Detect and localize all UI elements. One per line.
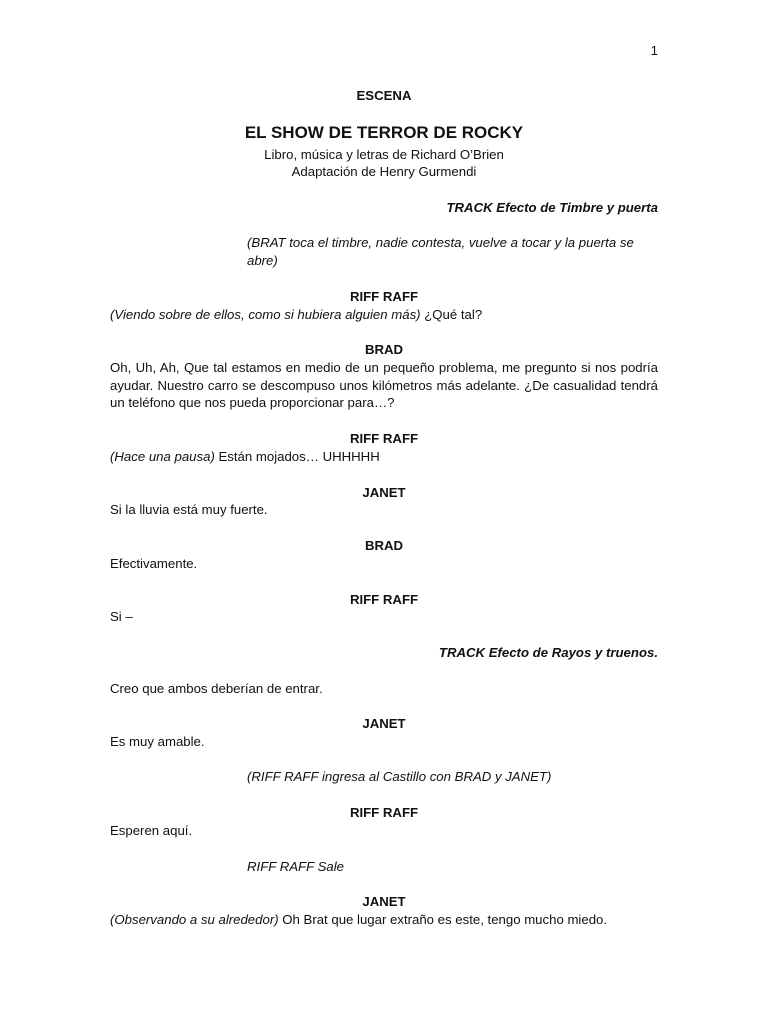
dialogue-text: Esperen aquí. (110, 823, 193, 838)
stage-direction-enter-castle: (RIFF RAFF ingresa al Castillo con BRAD y JANET) (247, 769, 552, 784)
character-name: JANET (362, 716, 406, 731)
dialogue-text: Si la lluvia está muy fuerte. (110, 502, 268, 517)
character-name: RIFF RAFF (349, 592, 419, 607)
character-name: BRAD (364, 538, 404, 553)
play-title: EL SHOW DE TERROR DE ROCKY (244, 123, 524, 142)
scene-label: ESCENA (356, 88, 412, 103)
dialogue-line (110, 448, 380, 466)
sound-cue-thunder: TRACK Efecto de Rayos y truenos. (438, 645, 658, 660)
stage-direction-exit: RIFF RAFF Sale (247, 859, 344, 874)
character-name: BRAD (364, 342, 404, 357)
parenthetical: (Hace una pausa) (110, 449, 215, 464)
dialogue-text: Efectivamente. (110, 556, 198, 571)
dialogue-text: Si – (110, 609, 133, 624)
character-name: JANET (362, 485, 406, 500)
credits-adaptation: Adaptación de Henry Gurmendi (291, 164, 477, 179)
stage-direction-doorbell: (BRAT toca el timbre, nadie contesta, vuelve a tocar y la puerta se abre) (247, 235, 634, 268)
dialogue-text: Oh, Uh, Ah, Que tal estamos en medio de un pequeño problema, me pregunto si nos podría ayudar. Nuestro carro se descompuso unos kilómetros más adelante. ¿De casualidad tendrá un teléfono que nos pueda proporcionar para…? (110, 360, 658, 411)
sound-cue-doorbell: TRACK Efecto de Timbre y puerta (446, 200, 658, 215)
page-number: 1 (650, 43, 658, 58)
dialogue-line (110, 911, 607, 929)
credits-author: Libro, música y letras de Richard O’Brien (264, 147, 504, 162)
character-name: RIFF RAFF (349, 805, 419, 820)
dialogue-text: Creo que ambos deberían de entrar. (110, 681, 323, 696)
dialogue-line (110, 306, 482, 324)
dialogue-text: Oh Brat que lugar extraño es este, tengo mucho miedo. (278, 912, 608, 927)
parenthetical: (Observando a su alrededor) (110, 912, 279, 927)
parenthetical: (Viendo sobre de ellos, como si hubiera alguien más) (110, 307, 421, 322)
dialogue-text: ¿Qué tal? (420, 307, 483, 322)
character-name: RIFF RAFF (349, 431, 419, 446)
character-name: RIFF RAFF (349, 289, 419, 304)
character-name: JANET (362, 894, 406, 909)
dialogue-text: Están mojados… UHHHHH (214, 449, 380, 464)
dialogue-text: Es muy amable. (110, 734, 205, 749)
